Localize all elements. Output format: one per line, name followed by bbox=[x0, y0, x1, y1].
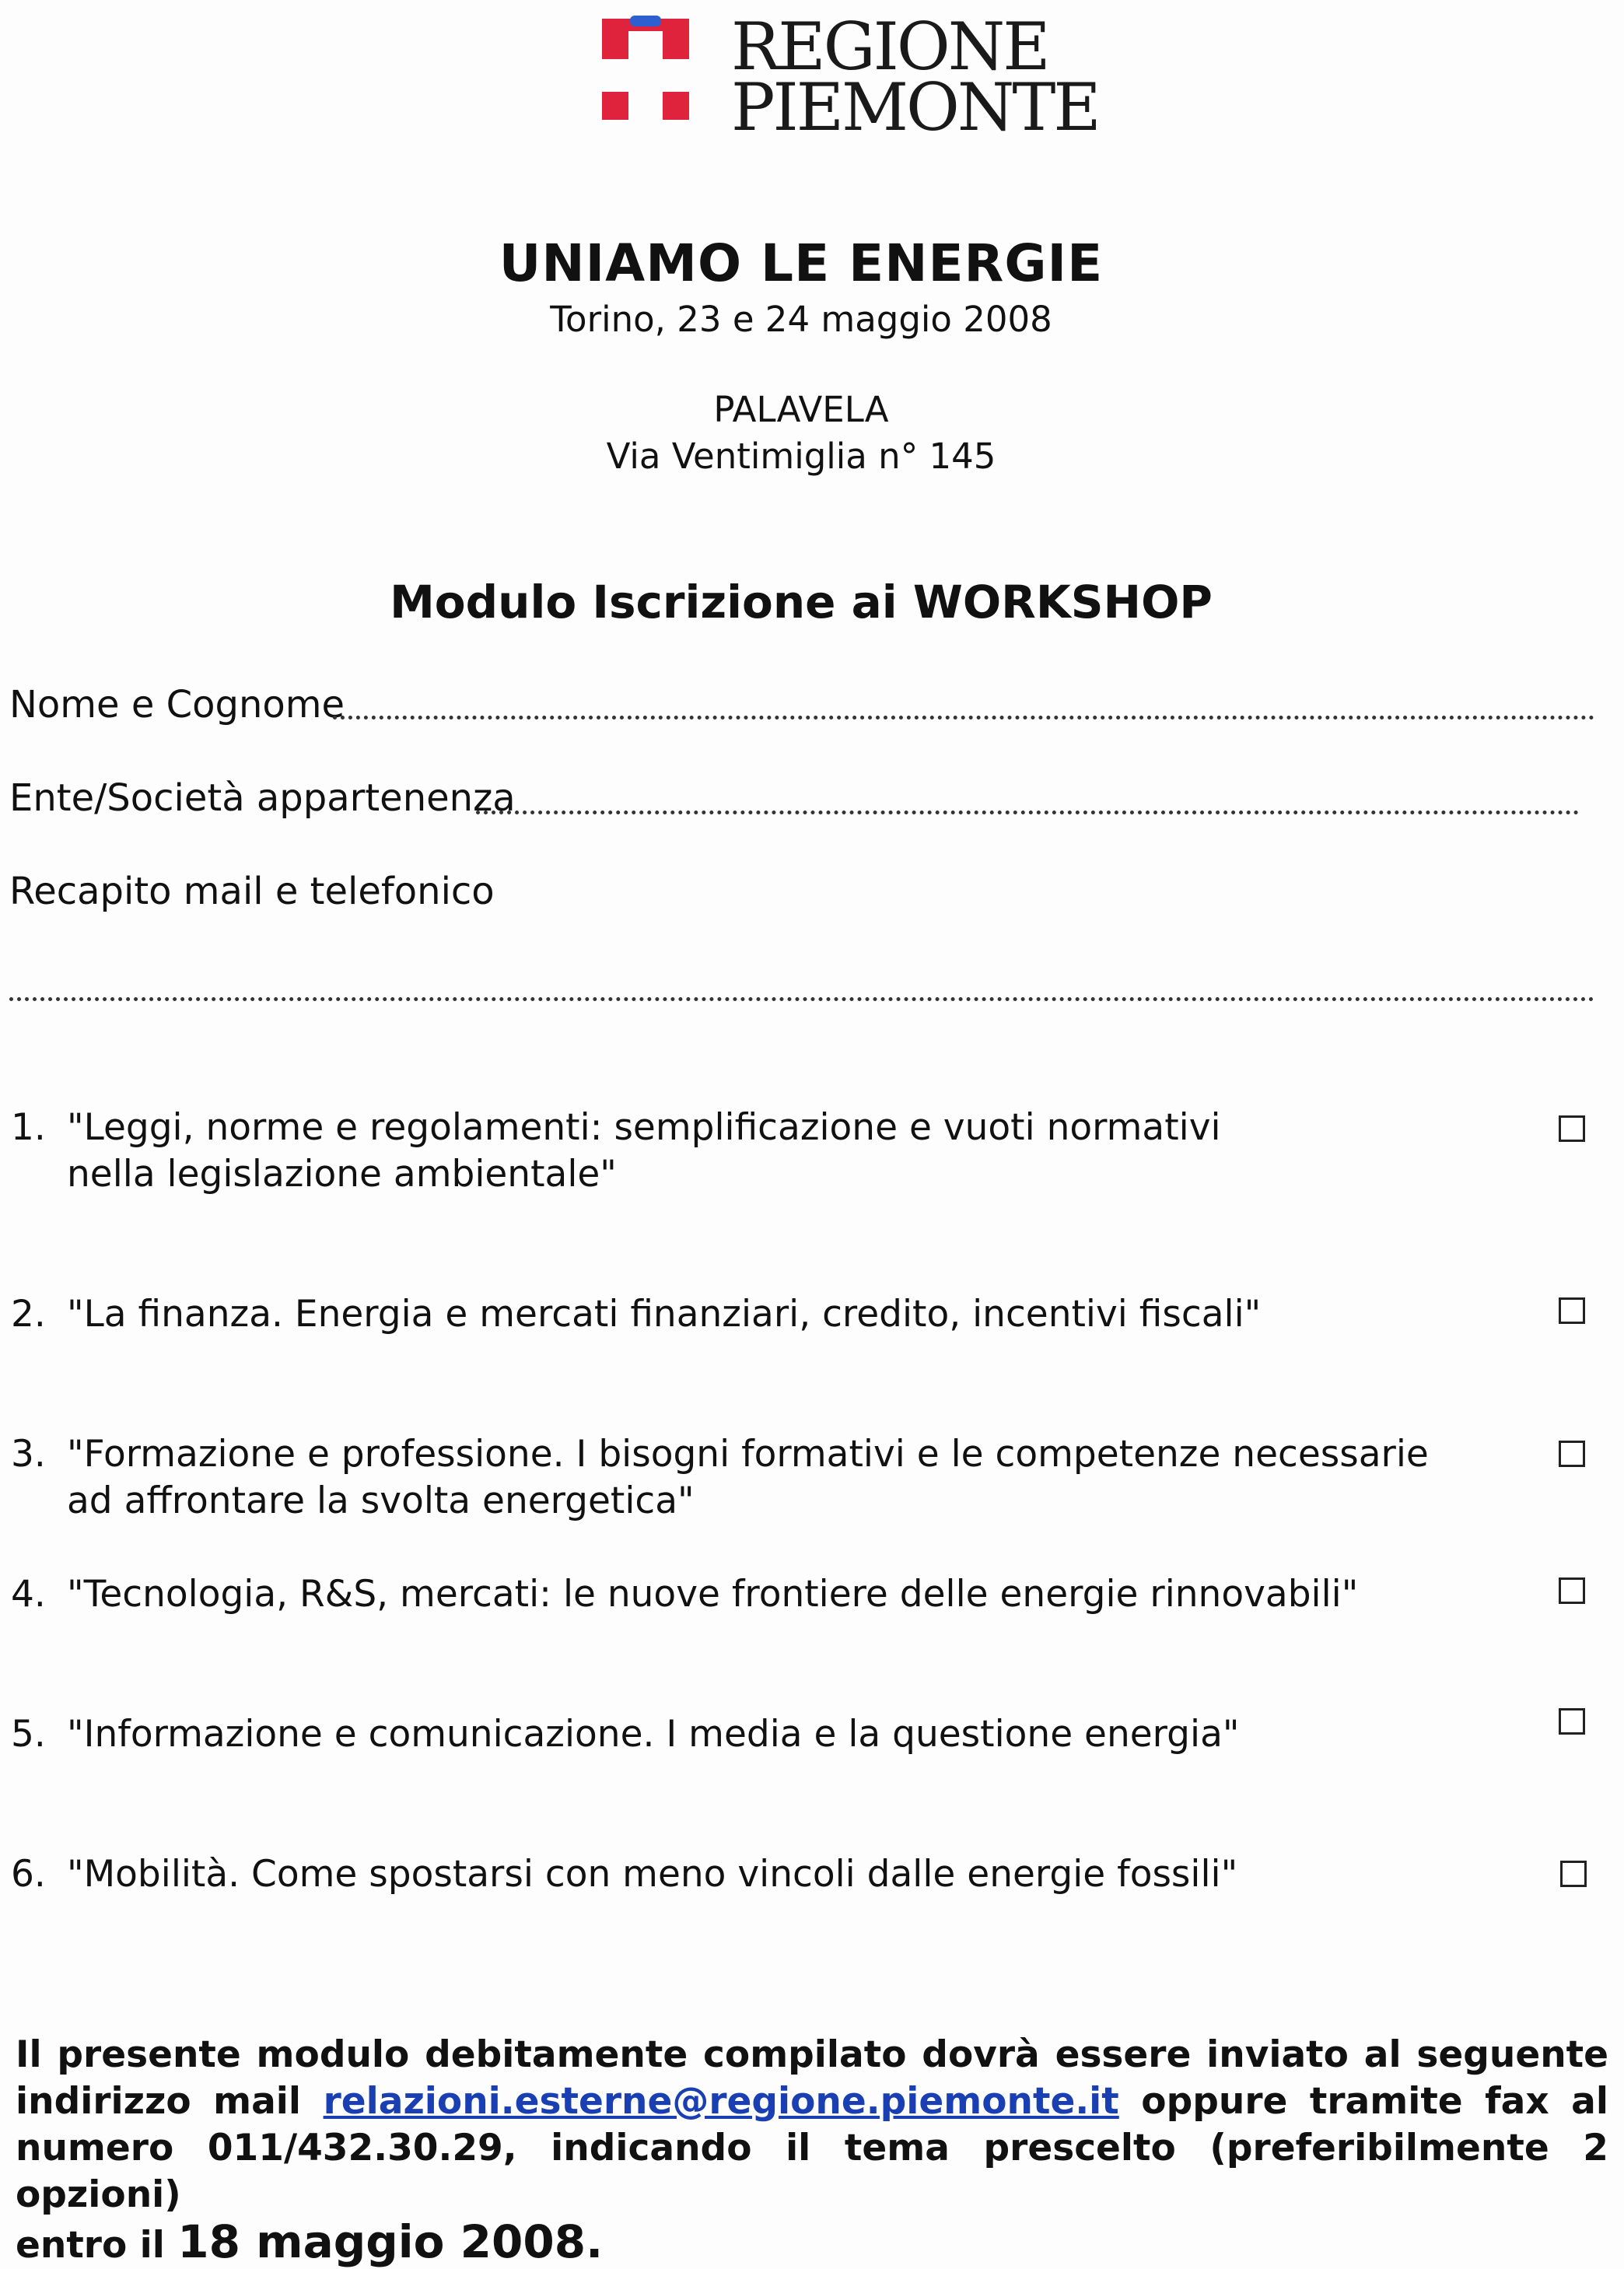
organization-label: Ente/Società appartenenza bbox=[9, 776, 516, 820]
name-label: Nome e Cognome bbox=[9, 683, 345, 727]
workshop-item-1 bbox=[11, 1105, 1221, 1198]
workshop-number: 1. bbox=[11, 1106, 46, 1149]
workshop-checkbox-1[interactable] bbox=[1559, 1115, 1585, 1142]
workshop-title-line: nella legislazione ambientale" bbox=[67, 1153, 617, 1196]
logo-text-regione: REGIONE bbox=[731, 9, 1048, 85]
workshop-title-line: ad affrontare la svolta energetica" bbox=[67, 1479, 695, 1522]
logo-knot bbox=[630, 16, 661, 26]
contact-label: Recapito mail e telefonico bbox=[9, 870, 495, 913]
workshop-title-line: "Mobilità. Come spostarsi con meno vincoli dalle energie fossili" bbox=[67, 1853, 1238, 1896]
contact-field[interactable] bbox=[9, 997, 1594, 1001]
workshop-title-line: "Tecnologia, R&S, mercati: le nuove frontiere delle energie rinnovabili" bbox=[67, 1573, 1359, 1616]
workshop-checkbox-5[interactable] bbox=[1559, 1708, 1585, 1735]
deadline-date: 18 maggio 2008. bbox=[177, 2215, 604, 2268]
workshop-number: 6. bbox=[11, 1853, 46, 1896]
workshop-number: 2. bbox=[11, 1293, 46, 1336]
event-title: UNIAMO LE ENERGIE bbox=[499, 233, 1104, 293]
form-title: Modulo Iscrizione ai WORKSHOP bbox=[390, 576, 1213, 629]
workshop-title-line: "Leggi, norme e regolamenti: semplificazione e vuoti normativi bbox=[67, 1106, 1221, 1149]
event-venue: PALAVELA bbox=[713, 389, 889, 430]
organization-field[interactable] bbox=[476, 811, 1579, 814]
workshop-item-3 bbox=[11, 1431, 1429, 1525]
workshop-checkbox-2[interactable] bbox=[1559, 1297, 1585, 1324]
instructions-line: Il presente modulo debitamente compilato dovrà essere inviato al seguente bbox=[16, 2033, 1608, 2076]
logo-square-br bbox=[663, 92, 689, 120]
workshop-item-6 bbox=[11, 1851, 1237, 1898]
workshop-checkbox-3[interactable] bbox=[1559, 1441, 1585, 1467]
instructions-text: indirizzo mail bbox=[16, 2080, 302, 2123]
workshop-number: 5. bbox=[11, 1713, 46, 1756]
logo-square-tl bbox=[602, 31, 628, 59]
logo-square-tr bbox=[663, 31, 689, 59]
workshop-item-5 bbox=[11, 1711, 1240, 1758]
workshop-checkbox-4[interactable] bbox=[1559, 1577, 1585, 1604]
name-field[interactable] bbox=[333, 716, 1594, 720]
instructions-line: numero 011/432.30.29, indicando il tema prescelto (preferibilmente 2 opzioni) bbox=[16, 2127, 1608, 2216]
email-link[interactable]: relazioni.esterne@regione.piemonte.it bbox=[323, 2080, 1119, 2123]
workshop-item-2 bbox=[11, 1291, 1261, 1338]
regione-piemonte-logo bbox=[599, 9, 1099, 145]
logo-square-bl bbox=[602, 92, 628, 120]
instructions-line bbox=[16, 2078, 1608, 2125]
workshop-number: 4. bbox=[11, 1573, 46, 1616]
instructions-text: entro il bbox=[16, 2224, 165, 2267]
workshop-number: 3. bbox=[11, 1433, 46, 1476]
instructions-line bbox=[16, 2215, 1608, 2269]
logo-text-piemonte: PIEMONTE bbox=[731, 69, 1099, 145]
workshop-title-line: "Informazione e comunicazione. I media e la questione energia" bbox=[67, 1713, 1240, 1756]
workshop-item-4 bbox=[11, 1571, 1358, 1618]
workshop-title-line: "Formazione e professione. I bisogni formativi e le competenze necessarie bbox=[67, 1433, 1429, 1476]
event-address: Via Ventimiglia n° 145 bbox=[606, 436, 996, 477]
event-date: Torino, 23 e 24 maggio 2008 bbox=[550, 299, 1052, 340]
workshop-title-line: "La finanza. Energia e mercati finanziari, credito, incentivi fiscali" bbox=[67, 1293, 1262, 1336]
submission-instructions bbox=[16, 2032, 1608, 2269]
instructions-text: oppure tramite fax al bbox=[1141, 2080, 1608, 2123]
workshop-checkbox-6[interactable] bbox=[1560, 1861, 1587, 1887]
